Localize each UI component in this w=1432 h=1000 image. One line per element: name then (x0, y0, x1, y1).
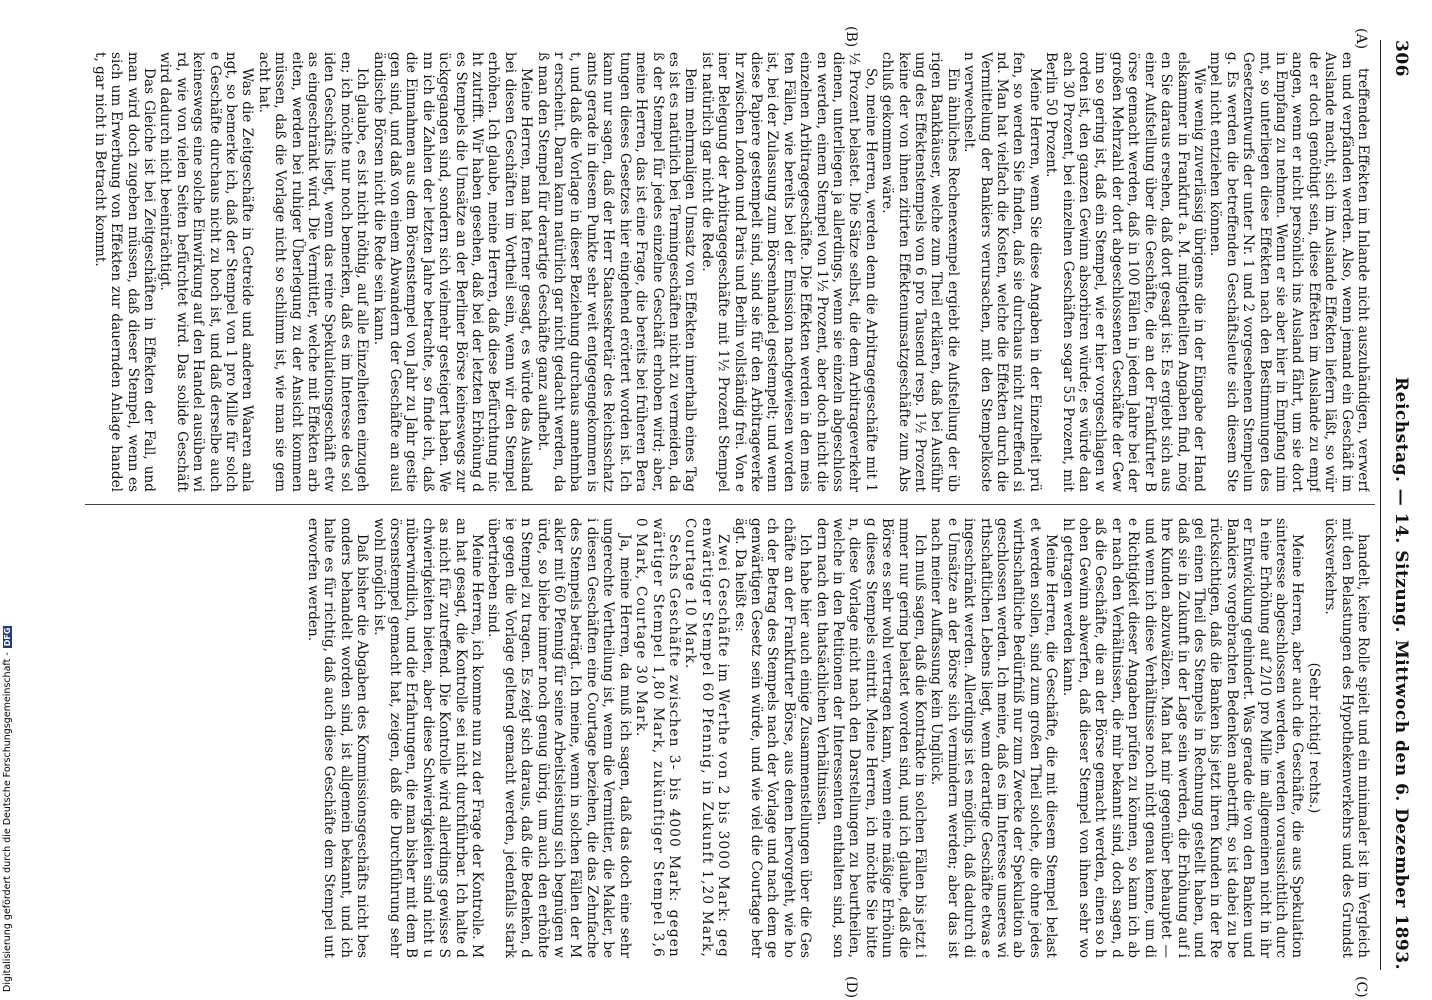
left-paragraph: Ein ähnliches Rechenexempel ergiebt die Aufstellung der übrigen Bankhäuser, welche zum Theil erklären, daß bei Ausführung des Effektenstempels von 6 pro Tausend resp. 1½ Prozent keine der von ihnen zitirten Effektenumsatzgeschäfte zum Abschluß gekommen wäre. (879, 52, 961, 492)
right-text-column (81, 518, 1371, 958)
left-paragraph: So, meine Herren, werden denn die Arbitragegeschäfte mit 1½ Prozent belastet. Die Sätze selbst, die dem Arbitrageverkehr dienen, unterliegen ja allerdings, wenn sie einzeln abgeschlossen werden, einem Stempel von 1½ Prozent, aber doch nicht die einzelnen Arbitragegeschäfte. Die Effekten werden in den meisten Fällen, wie bereits bei der Emission nachgewiesen worden ist, bei der Zulassung zum Börsenhandel gestempelt; und wenn diese Papiere gestempelt sind, sind sie für den Arbitrageverkehr zwischen London und Paris und Berlin vollständig frei. Von einer Belegung der Arbitragegeschäfte mit 1½ Prozent Stempel ist natürlich gar nicht die Rede. (698, 52, 879, 492)
right-paragraph: Meine Herren, aber auch die Geschäfte, die aus Spekulationsinteresse abgeschlossen werden, werden voraussichtlich durch eine Erhöhung auf 2/10 pro Mille im allgemeinen nicht in ihrer Entwicklung gehindert. Was gerade die von den Banken und Bankiers vorgebrachten Bedenken anbetrifft, so ist dabei zu berücksichtigen, daß die Banken bis jetzt ihren Kunden in der Regel einen Theil des Stempels in Rechnung gestellt haben, und daß sie in Zukunft in der Lage sein werden, die Erhöhung auf ihre Kunden abzuwälzen. Man hat mir gegenüber behauptet — und wenn ich diese Verhältnisse noch nicht genau kenne, um die Richtigkeit dieser Angaben prüfen zu können, so kann ich aber nach den Verhältnissen, die mir bekannt sind, doch sagen, daß die Geschäfte, die an der Börse gemacht werden, einen so hohen Gewinn abwerfen, daß dieser Stempel von ihnen sehr wohl getragen werden kann. (1059, 518, 1306, 958)
page-title: Reichstag. — 14. Sitzung. (1391, 377, 1411, 633)
margin-marker-b: (B) (843, 26, 859, 48)
page-header (1383, 40, 1415, 970)
right-paragraph: handelt, keine Rolle spielt und ein minimaler ist im Vergleich mit den Belastungen des Hypothekenverkehrs und des Grundstücksverkehrs. (1322, 518, 1371, 958)
right-paragraph: Sechs Geschäfte zwischen 3- bis 4000 Mark: gegenwärtiger Stempel 1,80 Mark, zukünftiger Stempel 3,60 Mark, Courtage 30 Mark. (633, 518, 682, 958)
right-paragraph: Ja, meine Herren, da muß ich sagen, daß das doch eine sehr ungerechte Vertheilung ist, wenn die Vermittler, die Makler, bei diesen Geschäften eine Courtage beziehen, die das Zehnfache des Stempels beträgt. Ich meine, wenn in solchen Fällen der Makler mit 60 Pfennig für seine Arbeitsleistung sich begnügen würde, so bliebe immer noch genug übrig, um auch den erhöhten Stempel zu tragen. Es zeigt sich daraus, daß die Bedenken, die gegen die Vorlage geltend gemacht werden, jedenfalls stark übertrieben sind. (485, 518, 633, 958)
left-paragraph: Wie wenig zuverlässig übrigens die in der Eingabe der Handelskammer in Frankfurt a. M. mitgetheilten Angaben find, mögen Sie daraus ersehen, daß dort gesagt ist: Es ergiebt sich aus einer Aufstellung über die Geschäfte, die an der Frankfurter Börse gemacht werden, daß in 100 Fällen in jedem Jahre bei der großen Mehrzahl der dort abgeschlossenen Geschäfte der Gewinn so gering ist, daß ein Stempel, wie er hier vorgeschlagen worden ist, den ganzen Gewinn absorbiren würde; es würde danach 30 Prozent, bei einzelnen Geschäften sogar 55 Prozent, mit Berlin 50 Prozent. (1043, 52, 1207, 492)
left-paragraph: Meine Herren, wenn Sie diese Angaben in der Einzelheit prüfen, so werden Sie finden, daß sie durchaus nicht zutreffend sind. Man hat vielfach die Kosten, welche die Effekten durch die Vermittelung der Bankiers verursachen, mit den Stempelkosten verwechselt. (961, 52, 1043, 492)
page-number: 306 (1391, 40, 1411, 77)
header-rule (1380, 40, 1381, 970)
right-paragraph: Meine Herren, die Geschäfte, die mit diesem Stempel belastet werden sollen, sind zum großen Theil solche, die ohne jedes wirthschaftliche Bedürfniß nur zum Zwecke der Spekulation abgeschlossen werden. Ich meine, daß es im Interesse unseres wirthschaftlichen Lebens liegt, wenn derartige Geschäfte etwas eingeschränkt werden. Allerdings ist es möglich, daß dadurch die Umsätze an der Börse sich vermindern werden; aber das ist nach meiner Auffassung kein Unglück. (928, 518, 1060, 958)
digitization-footer (2, 592, 16, 992)
margin-marker-d: (D) (843, 976, 859, 999)
margin-marker-a: (A) (1353, 28, 1369, 50)
right-paragraph: Daß bisher die Abgaben des Kommissionsgeschäfts nicht besonders behandelt worden sind, ist allgemein bekannt, und ich halte es für richtig, daß auch diese Geschäfte dem Stempel unterworfen werden. (305, 518, 371, 958)
right-paragraph: Meine Herren, ich komme nun zu der Frage der Kontrolle. Man hat gesagt, die Kontrolle sei nicht durchführbar. Ich halte das nicht für zutreffend. Die Kontrolle wird allerdings gewisse Schwierigkeiten bieten, aber diese Schwierigkeiten sind nicht unüberwindlich, und die Erfahrungen, die man bisher mit dem Börsenstempel gemacht hat, zeigen, daß die Durchführung sehr wohl möglich ist. (370, 518, 486, 958)
dfg-logo-icon: DFG (3, 627, 12, 647)
margin-marker-c: (C) (1353, 976, 1369, 998)
footer-text: Digitalisierung gefördert durch die Deutsche Forschungsgemeinschaft - (2, 652, 13, 992)
left-paragraph: treffenden Effekten im Inlande nicht auszuhändigen, verwerfen und verpfänden werden. Also, wenn jemand ein Geschäft im Auslande macht, sich im Auslande Effekten liefern läßt, so würde er doch genöthigt sein, diese Effekten im Auslande zu empfangen, wenn er nicht persönlich ins Ausland fährt, um sie dort in Empfang zu nehmen. Wenn er sie aber hier in Empfang nimmt, so unterliegen diese Effekten nach den Bestimmungen des Gesetzentwurfs der unter Nr. 1 und 2 vorgesehenen Stempelung. Es werden die betreffenden Geschäftsleute sich diesem Stempel nicht entziehen können. (1207, 52, 1371, 492)
left-paragraph: Das Gleiche ist bei Zeitgeschäften in Effekten der Fall, und man wird doch zugeben müssen, daß dieser Stempel, wenn es sich um Erwerbung von Effekten zur dauernden Anlage handelt, gar nicht in Betracht kommt. (91, 52, 157, 492)
interjection: (Sehr richtig! rechts.) (1305, 662, 1322, 814)
left-paragraph: Beim mehrmaligen Umsatz von Effekten innerhalb eines Tages ist es natürlich bei Termingeschäften nicht zu vermeiden, daß der Stempel für jedes einzelne Geschäft erhoben wird; aber, meine Herren, das ist eine Frage, die bereits bei früheren Beratungen dieses Gesetzes hier eingehend erörtert worden ist. Ich kann nur sagen, daß der Herr Staatssekretär des Reichsschatzamts gerade in diesem Punkte sehr weit entgegengekommen ist, und daß die Vorlage in dieser Beziehung durchaus annehmbar erscheint. Daran kann natürlich gar nicht gedacht werden, daß man den Stempel für derartige Geschäfte ganz aufhebt. (534, 52, 699, 492)
rotated-document-page (75, 26, 1415, 999)
right-paragraph: Ich habe hier auch einige Zusammenstellungen über die Geschäfte an der Frankfurter Börse, aus denen hervorgeht, wie hoch der Betrag des Stempels nach der Vorlage und nach dem gegenwärtigen Gesetz sein würde, und wie viel die Courtage beträgt. Da heißt es: (731, 518, 814, 958)
left-paragraph: Was die Zeitgeschäfte in Getreide und anderen Waaren anlangt, so bemerke ich, daß der Stempel von 1 pro Mille für solche Geschäfte durchaus nicht zu hoch ist, und daß derselbe auch keineswegs eine solche Einwirkung auf den Handel ausüben wird, wie von vielen Seiten befürchtet wird. Das solide Geschäft wird dadurch nicht beeinträchtigt. (157, 52, 256, 492)
left-text-column (81, 52, 1371, 492)
right-paragraph: Ich muß sagen, daß die Kontrakte in solchen Fällen bis jetzt immer nur gering belastet worden sind, und ich glaube, daß die Börse es sehr wohl vertragen kann, wenn eine mäßige Erhöhung dieses Stempels eintritt. Meine Herren, ich möchte Sie bitten, diese Vorlage nicht nach den Darstellungen zu beurtheilen, welche in den Petitionen der Interessenten enthalten sind, sondern nach den thatsächlichen Verhältnissen. (813, 518, 929, 958)
session-date: Mittwoch den 6. Dezember 1893. (1391, 639, 1411, 970)
right-paragraph: Zwei Geschäfte im Werthe von 2 bis 3000 Mark: gegenwärtiger Stempel 60 Pfennig, in Zukunft 1,20 Mark, Courtage 10 Mark. (682, 518, 732, 958)
column-divider (85, 504, 1375, 505)
left-paragraph: Meine Herren, man hat ferner gesagt, es würde das Ausland bei diesen Geschäften im Vortheil sein, wenn wir den Stempel erhöhen. Ich glaube, meine Herren, daß diese Befürchtung nicht zutrifft. Wir haben gesehen, daß bei der letzten Erhöhung des Stempels die Umsätze an der Berliner Börse keineswegs zurückgegangen sind, sondern sich vielmehr gesteigert haben. Wenn ich die Zahlen der letzten Jahre betrachte, so finde ich, daß die Einnahmen aus dem Börsenstempel von Jahr zu Jahr gestiegen sind, und daß von einem Abwandern der Geschäfte an ausländische Börsen nicht die Rede sein kann. (370, 52, 535, 492)
left-paragraph: Ich glaube, es ist nicht nöthig, auf alle Einzelheiten einzugehen; ich möchte nur noch bemerken, daß es im Interesse des soliden Geschäfts liegt, wenn das reine Spekulationsgeschäft etwas eingeschränkt wird. Die Vermittler, welche mit Effekten arbeiten, werden bei ruhiger Überlegung zu der Ansicht kommen müssen, daß die Vorlage nicht so schlimm ist, wie man sie gemacht hat. (255, 52, 371, 492)
